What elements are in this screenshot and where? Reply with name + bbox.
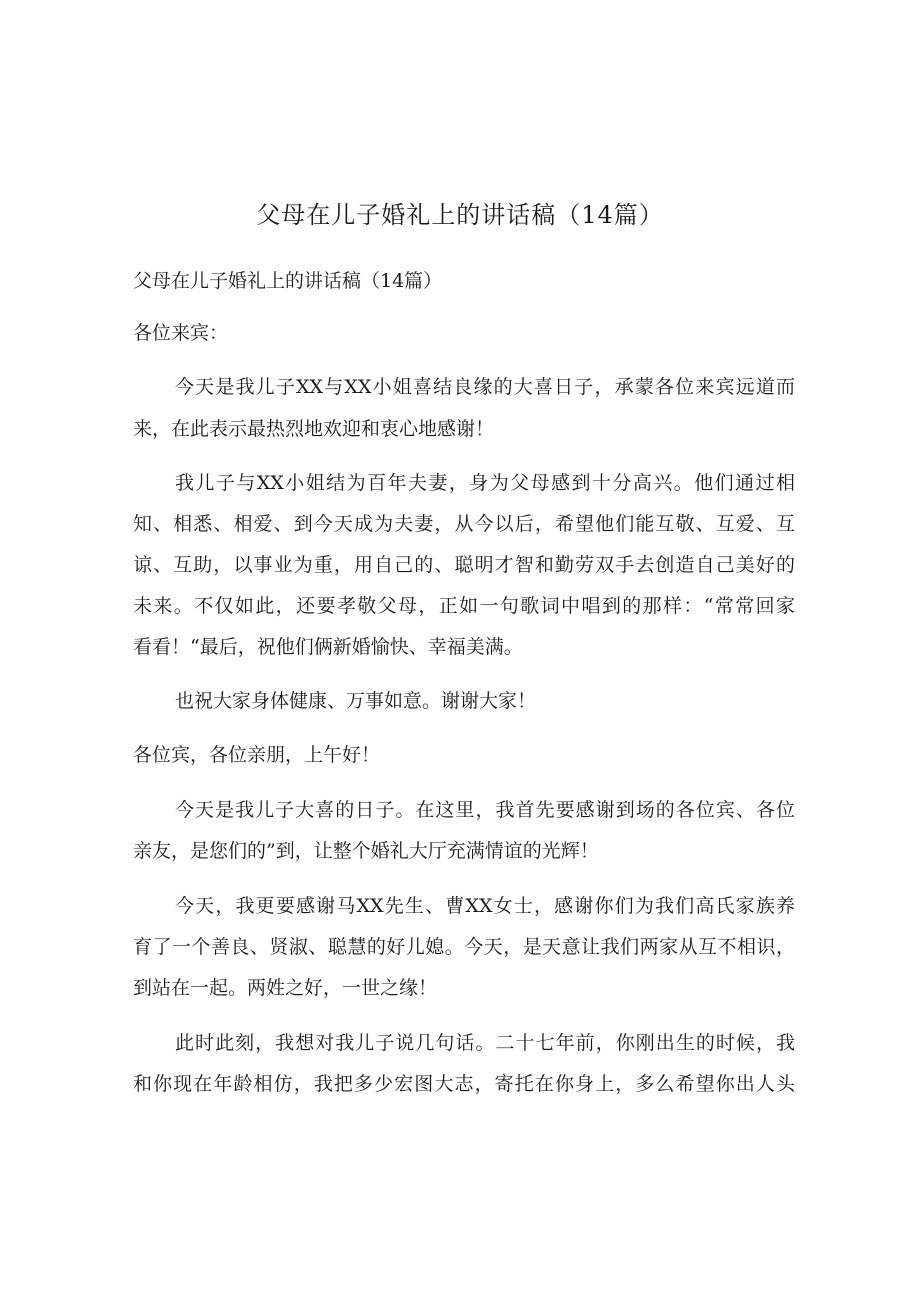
paragraph-line: 来，在此表示最热烈地欢迎和衷心地感谢！ bbox=[133, 418, 495, 440]
paragraph-line: 知、相悉、相爱、到今天成为夫妻，从今以后，希望他们能互敬、互爱、互 bbox=[133, 513, 795, 535]
paragraph-line: 我儿子与XX小姐结为百年夫妻，身为父母感到十分高兴。他们通过相 bbox=[175, 472, 795, 494]
paragraph-line: 此时此刻，我想对我儿子说几句话。二十七年前，你刚出生的时候，我 bbox=[175, 1032, 795, 1054]
paragraph-line: 育了一个善良、贤淑、聪慧的好儿媳。今天，是天意让我们两家从互不相识， bbox=[133, 936, 795, 958]
paragraph-line: 今天是我儿子大喜的日子。在这里，我首先要感谢到场的各位宾、各位 bbox=[175, 799, 795, 821]
paragraph-line: 谅、互助，以事业为重，用自己的、聪明才智和勤劳双手去创造自己美好的 bbox=[133, 554, 795, 576]
paragraph-line: 到站在一起。两姓之好，一世之缘！ bbox=[133, 977, 438, 999]
paragraph-line: 今天，我更要感谢马XX先生、曹XX女士，感谢你们为我们高氏家族养 bbox=[175, 895, 795, 917]
paragraph-line: 也祝大家身体健康、万事如意。谢谢大家！ bbox=[175, 690, 537, 712]
document-subtitle: 父母在儿子婚礼上的讲话稿（14篇） bbox=[133, 270, 443, 292]
paragraph-line: 和你现在年龄相仿，我把多少宏图大志，寄托在你身上，多么希望你出人头 bbox=[133, 1073, 795, 1095]
paragraph-line: 未来。不仅如此，还要孝敬父母，正如一句歌词中唱到的那样：“常常回家 bbox=[133, 595, 795, 617]
paragraph-line: 亲友，是您们的”到，让整个婚礼大厅充满情谊的光辉！ bbox=[133, 840, 599, 862]
paragraph-line: 今天是我儿子XX与XX小姐喜结良缘的大喜日子，承蒙各位来宾远道而 bbox=[175, 376, 795, 398]
greeting-friends: 各位宾，各位亲朋，上午好！ bbox=[133, 744, 381, 766]
paragraph-line: 看看！“最后，祝他们俩新婚愉快、幸福美满。 bbox=[133, 636, 523, 658]
document-title: 父母在儿子婚礼上的讲话稿（14篇） bbox=[256, 201, 664, 229]
greeting-guests: 各位来宾： bbox=[133, 322, 229, 344]
